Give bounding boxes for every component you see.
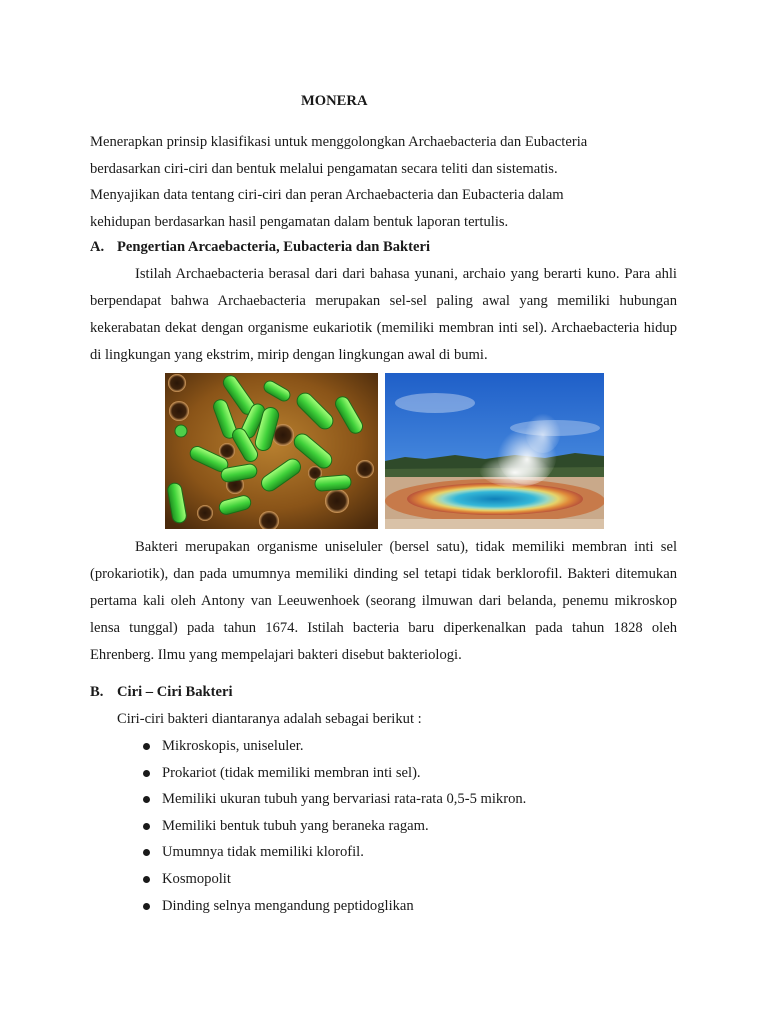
list-item-text: Mikroskopis, uniseluler. [162, 738, 304, 754]
bullet-icon [143, 876, 150, 883]
objective-line: Menyajikan data tentang ciri-ciri dan peran Archaebacteria dan Eubacteria dalam [90, 187, 564, 203]
section-a-paragraph-2 [90, 534, 677, 669]
paragraph-text: Bakteri merupakan organisme uniseluler (bersel satu), tidak memiliki membran inti sel (prokariotik), dan pada umumnya memiliki dinding sel tetapi tidak berklorofil. Bakteri ditemukan pertama kali oleh Antony van Leeuwenhoek (seorang ilmuwan dari belanda, penemu mikroskop lensa tunggal) pada tahun 1674. Istilah bacteria baru diperkenalkan pada tahun 1828 oleh Ehrenberg. Ilmu yang mempelajari bakteri disebut bakteriologi. [90, 539, 677, 663]
list-item [117, 866, 526, 893]
list-item [117, 839, 526, 866]
list-item [117, 813, 526, 840]
objective-line: Menerapkan prinsip klasifikasi untuk menggolongkan Archaebacteria dan Eubacteria [90, 134, 588, 150]
list-item [117, 733, 526, 760]
list-item-text: Memiliki bentuk tubuh yang beraneka ragam. [162, 817, 429, 834]
list-item [117, 760, 526, 787]
bullet-icon [143, 849, 150, 856]
bacteria-image [165, 373, 378, 529]
section-a-paragraph-1 [90, 261, 677, 369]
bullet-icon [143, 903, 150, 910]
bullet-icon [143, 770, 150, 777]
paragraph-text: Istilah Archaebacteria berasal dari dari bahasa yunani, archaio yang berarti kuno. Para ahli berpendapat bahwa Archaebacteria merupakan sel-sel paling awal yang memiliki hubungan kekerabatan dekat dengan organisme eukariotik (memiliki membran inti sel). Archaebacteria hidup di lingkungan yang ekstrim, mirip dengan lingkungan awal di bumi. [90, 266, 677, 363]
characteristics-list [117, 733, 526, 919]
bullet-icon [143, 796, 150, 803]
bullet-icon [143, 823, 150, 830]
list-item [117, 893, 526, 920]
list-item-text: Umumnya tidak memiliki klorofil. [162, 844, 364, 861]
section-b-letter: B. [90, 684, 104, 700]
page-title: MONERA [301, 93, 368, 109]
list-item [117, 786, 526, 813]
bullet-icon [143, 743, 150, 750]
section-a-heading [90, 239, 430, 256]
section-a-title: Pengertian Arcaebacteria, Eubacteria dan Bakteri [117, 239, 431, 255]
list-item-text: Kosmopolit [162, 870, 231, 887]
section-b-intro: Ciri-ciri bakteri diantaranya adalah sebagai berikut : [117, 711, 422, 727]
section-a-letter: A. [90, 239, 105, 255]
list-item-text: Prokariot (tidak memiliki membran inti sel). [162, 764, 421, 781]
section-b-title: Ciri – Ciri Bakteri [117, 684, 233, 700]
list-item-text: Dinding selnya mengandung peptidoglikan [162, 897, 414, 914]
section-b-heading [90, 684, 233, 701]
objective-line: kehidupan berdasarkan hasil pengamatan dalam bentuk laporan tertulis. [90, 214, 509, 230]
objective-line: berdasarkan ciri-ciri dan bentuk melalui pengamatan secara teliti dan sistematis. [90, 161, 558, 177]
hot-spring-image [385, 373, 604, 529]
list-item-text: Memiliki ukuran tubuh yang bervariasi rata-rata 0,5-5 mikron. [162, 791, 527, 808]
